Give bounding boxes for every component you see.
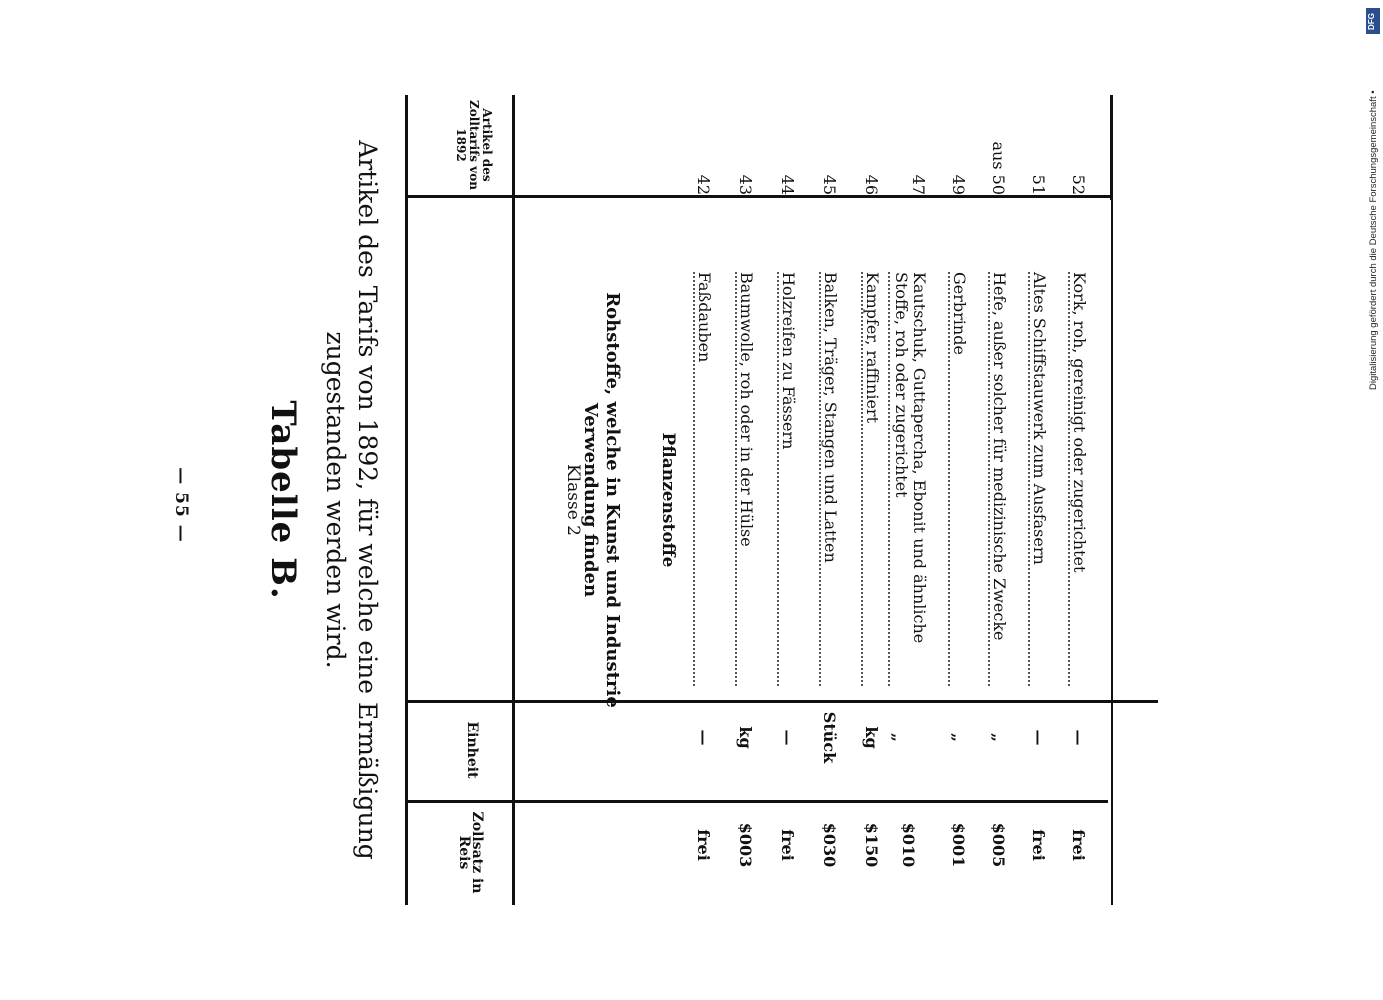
row-description: Faßdauben <box>695 272 714 363</box>
row-unit: „ <box>889 732 908 743</box>
row-article: 42 <box>694 174 713 195</box>
row-rate: frei <box>778 829 797 861</box>
row-rate: frei <box>1029 829 1048 861</box>
row-description: Kampfer, raffiniert <box>863 272 882 423</box>
funding-note: Digitalisierung gefördert durch die Deutsche Forschungsgemeinschaft • <box>1368 90 1379 390</box>
row-unit: „ <box>949 732 968 743</box>
row-description: Kautschuk, Guttapercha, Ebonit und ähnliche Stoffe, roh oder zugerichtet <box>892 272 929 644</box>
row-description: Baumwolle, roh oder in der Hülse <box>737 272 756 547</box>
row-article: 44 <box>778 174 797 195</box>
row-description: Altes Schiffstauwerk zum Ausfasern <box>1030 272 1049 565</box>
table-heading: Artikel des Tarifs von 1892, für welche eine Ermäßigung zugestanden werden wird. <box>321 140 382 860</box>
row-description: Kork, roh, gereinigt oder zugerichtet <box>1070 272 1089 573</box>
row-unit: kg <box>736 726 755 749</box>
row-article: 52 <box>1069 174 1088 195</box>
table-bottom-rule <box>1111 200 1113 905</box>
row-unit: Stück <box>820 711 839 764</box>
row-article: 47 <box>909 174 928 195</box>
row-rate: frei <box>694 829 713 861</box>
table-header-rule <box>512 95 515 905</box>
row-unit: — <box>1069 729 1088 746</box>
row-description: Balken, Träger, Stangen und Latten <box>821 272 840 563</box>
rate-column-header: Zollsatz in Reis <box>456 811 485 894</box>
table-bottom-rule-left <box>1110 95 1113 200</box>
table-row <box>691 95 713 895</box>
column-divider-1 <box>405 195 515 198</box>
row-article: 43 <box>736 174 755 195</box>
row-unit: — <box>1029 729 1048 746</box>
table-row <box>1066 95 1088 895</box>
row-rate: $030 <box>820 822 839 868</box>
class-subtitle: Rohstoffe, welche in Kunst und Industrie Verwendung finden <box>580 292 623 708</box>
table-row <box>733 95 755 895</box>
row-unit: — <box>694 729 713 746</box>
table-title: Tabelle B. <box>263 400 303 600</box>
page-number: — 55 — <box>171 467 191 543</box>
row-article: 49 <box>949 174 968 195</box>
row-article: 51 <box>1029 174 1048 195</box>
table-row <box>1026 95 1048 895</box>
column-divider-1-body <box>513 195 1113 198</box>
class-section-title: Pflanzenstoffe <box>658 432 678 568</box>
table-row <box>859 95 881 895</box>
table-top-rule <box>405 95 408 905</box>
row-rate: frei <box>1069 829 1088 861</box>
row-description: Holzreifen zu Fässern <box>779 272 798 450</box>
row-rate: $001 <box>949 822 968 868</box>
row-rate: $003 <box>736 822 755 868</box>
row-description: Hefe, außer solcher für medizinische Zwecke <box>990 272 1009 641</box>
table-row <box>817 95 839 895</box>
table-row <box>888 95 928 895</box>
article-column-header: Artikel des Zolltarifs von 1892 <box>454 100 494 190</box>
row-unit: „ <box>989 732 1008 743</box>
table-row <box>986 95 1008 895</box>
row-description: Gerbrinde <box>950 272 969 355</box>
row-article: 46 <box>862 174 881 195</box>
row-article: aus 50 <box>989 141 1008 195</box>
row-rate: $010 <box>899 822 918 868</box>
row-unit: — <box>778 729 797 746</box>
row-rate: $005 <box>989 822 1008 868</box>
table-row <box>775 95 797 895</box>
unit-column-header: Einheit <box>464 721 480 779</box>
table-row <box>946 95 968 895</box>
row-article: 45 <box>820 174 839 195</box>
class-title: Klasse 2 <box>563 463 583 536</box>
row-rate: $150 <box>862 822 881 868</box>
dfg-logo: DFG <box>1366 8 1380 34</box>
row-unit: kg <box>862 726 881 749</box>
